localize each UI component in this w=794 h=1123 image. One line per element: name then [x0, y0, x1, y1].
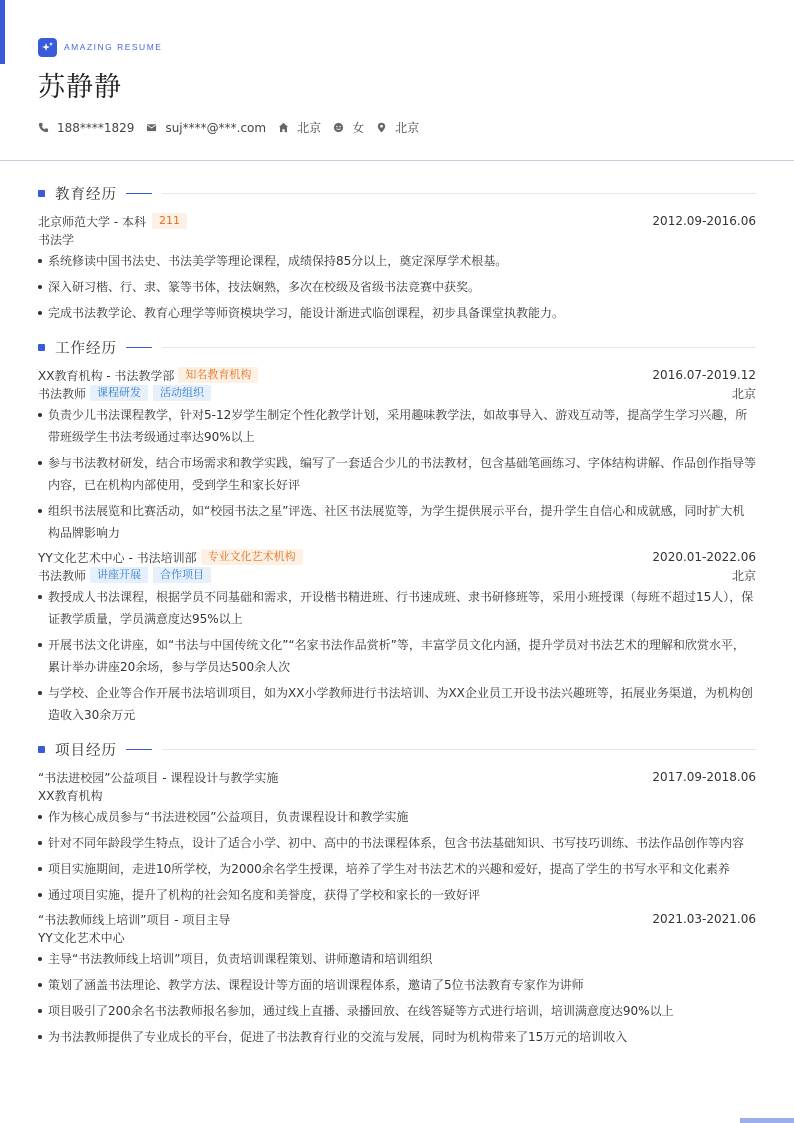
- list-item: 通过项目实施，提升了机构的社会知名度和美誉度，获得了学校和家长的一致好评: [38, 884, 756, 906]
- skill-tag: 活动组织: [153, 385, 211, 401]
- email-address: suj****@***.com: [165, 120, 267, 135]
- project-date: 2021.03-2021.06: [652, 912, 756, 926]
- list-item: 负责少儿书法课程教学，针对5-12岁学生制定个性化教学计划，采用趣味教学法，如故事导入、游戏互动等，提高学生学习兴趣，所带班级学生书法考级通过率达90%以上: [38, 404, 756, 448]
- work-section: [38, 336, 756, 726]
- bottom-accent-bar: [740, 1118, 794, 1123]
- resume-header: [38, 37, 756, 135]
- major: 书法学: [38, 232, 75, 247]
- work-entry: [38, 548, 756, 726]
- school-tag: 211: [152, 213, 187, 229]
- list-item: 策划了涵盖书法理论、教学方法、课程设计等方面的培训课程体系，邀请了5位书法教育专家作为讲师: [38, 974, 756, 996]
- work-location: 北京: [731, 386, 756, 401]
- home-icon: [278, 122, 289, 133]
- project-bullets: [38, 806, 756, 906]
- location-icon: [376, 122, 387, 133]
- section-title: [38, 336, 756, 358]
- project-name: “书法进校园”公益项目 - 课程设计与教学实施: [38, 770, 279, 785]
- section-heading: 工作经历: [55, 340, 117, 357]
- list-item: 作为核心成员参与“书法进校园”公益项目，负责课程设计和教学实施: [38, 806, 756, 828]
- company-department: YY文化艺术中心 - 书法培训部: [38, 550, 197, 565]
- section-title: [38, 182, 756, 204]
- skill-tag: 课程研发: [90, 385, 148, 401]
- projects-section: [38, 738, 756, 1048]
- mail-icon: [146, 122, 157, 133]
- brand: [38, 37, 756, 57]
- sparkle-icon: [38, 38, 57, 57]
- section-divider-line: [162, 347, 756, 348]
- section-heading: 教育经历: [55, 186, 117, 203]
- list-item: 深入研习楷、行、隶、篆等书体，技法娴熟，多次在校级及省级书法竞赛中获奖。: [38, 276, 756, 298]
- resume-body: [38, 182, 756, 1060]
- project-entry: [38, 910, 756, 1048]
- work-bullets: [38, 404, 756, 544]
- section-marker: [38, 190, 45, 197]
- left-accent-bar: [0, 0, 5, 64]
- list-item: 参与书法教材研发，结合市场需求和教学实践，编写了一套适合少儿的书法教材，包含基础笔画练习、字体结构讲解、作品创作指导等内容，已在机构内部使用，受到学生和家长好评: [38, 452, 756, 496]
- section-title: [38, 738, 756, 760]
- education-bullets: [38, 250, 756, 324]
- contact-gender: [333, 119, 364, 136]
- candidate-name: 苏静静: [38, 72, 122, 103]
- project-org: YY文化艺术中心: [38, 930, 125, 945]
- residence-city: 北京: [297, 121, 322, 135]
- project-name: “书法教师线上培训”项目 - 项目主导: [38, 912, 231, 927]
- work-date: 2016.07-2019.12: [652, 368, 756, 382]
- work-location: 北京: [731, 568, 756, 583]
- list-item: 主导“书法教师线上培训”项目，负责培训课程策划、讲师邀请和培训组织: [38, 948, 756, 970]
- list-item: 系统修读中国书法史、书法美学等理论课程，成绩保持85分以上，奠定深厚学术根基。: [38, 250, 756, 272]
- list-item: 针对不同年龄段学生特点，设计了适合小学、初中、高中的书法课程体系，包含书法基础知识、书写技巧训练、书法作品创作等内容: [38, 832, 756, 854]
- education-date: 2012.09-2016.06: [652, 214, 756, 228]
- contact-info: [38, 119, 431, 136]
- list-item: 完成书法教学论、教育心理学等师资模块学习，能设计渐进式临创课程，初步具备课堂执教能力。: [38, 302, 756, 324]
- job-title: 书法教师: [38, 386, 87, 401]
- phone-icon: [38, 122, 49, 133]
- project-entry: [38, 768, 756, 906]
- preferred-location: 北京: [395, 121, 420, 135]
- list-item: 教授成人书法课程，根据学员不同基础和需求，开设楷书精进班、行书速成班、隶书研修班等，采用小班授课（每班不超过15人），保证教学质量，学员满意度达95%以上: [38, 586, 756, 630]
- education-entry: [38, 212, 756, 324]
- gender: 女: [352, 121, 365, 135]
- section-accent-line: [126, 749, 152, 750]
- section-divider-line: [162, 193, 756, 194]
- job-title: 书法教师: [38, 568, 87, 583]
- list-item: 组织书法展览和比赛活动，如“校园书法之星”评选、社区书法展览等，为学生提供展示平台，提升学生自信心和成就感，同时扩大机构品牌影响力: [38, 500, 756, 544]
- skill-tag: 讲座开展: [90, 567, 148, 583]
- company-tag: 专业文化艺术机构: [201, 549, 303, 565]
- list-item: 项目吸引了200余名书法教师报名参加，通过线上直播、录播回放、在线答疑等方式进行培训，培训满意度达90%以上: [38, 1000, 756, 1022]
- company-tag: 知名教育机构: [178, 367, 258, 383]
- project-org: XX教育机构: [38, 788, 103, 803]
- section-accent-line: [126, 347, 152, 348]
- skill-tag: 合作项目: [153, 567, 211, 583]
- list-item: 为书法教师提供了专业成长的平台，促进了书法教育行业的交流与发展，同时为机构带来了15万元的培训收入: [38, 1026, 756, 1048]
- education-section: [38, 182, 756, 324]
- header-divider: [0, 160, 794, 161]
- list-item: 开展书法文化讲座，如“书法与中国传统文化”“名家书法作品赏析”等，丰富学员文化内涵，提升学员对书法艺术的理解和欣赏水平，累计举办讲座20余场，参与学员达500余人次: [38, 634, 756, 678]
- school-degree: 北京师范大学 - 本科: [38, 214, 146, 229]
- project-date: 2017.09-2018.06: [652, 770, 756, 784]
- section-marker: [38, 746, 45, 753]
- work-date: 2020.01-2022.06: [652, 550, 756, 564]
- list-item: 与学校、企业等合作开展书法培训项目，如为XX小学教师进行书法培训、为XX企业员工开设书法兴趣班等，拓展业务渠道，为机构创造收入30余万元: [38, 682, 756, 726]
- contact-residence: [278, 119, 321, 136]
- work-entry: [38, 366, 756, 544]
- gender-icon: [333, 122, 344, 133]
- contact-email: [146, 121, 266, 135]
- section-heading: 项目经历: [55, 742, 117, 759]
- phone-number: 188****1829: [57, 120, 135, 135]
- contact-location: [376, 119, 419, 136]
- list-item: 项目实施期间，走进10所学校，为2000余名学生授课，培养了学生对书法艺术的兴趣和爱好，提高了学生的书写水平和文化素养: [38, 858, 756, 880]
- work-bullets: [38, 586, 756, 726]
- brand-text: AMAZING RESUME: [64, 42, 163, 52]
- company-department: XX教育机构 - 书法教学部: [38, 368, 175, 383]
- section-accent-line: [126, 193, 152, 194]
- section-divider-line: [162, 749, 756, 750]
- contact-phone: [38, 121, 134, 135]
- project-bullets: [38, 948, 756, 1048]
- section-marker: [38, 344, 45, 351]
